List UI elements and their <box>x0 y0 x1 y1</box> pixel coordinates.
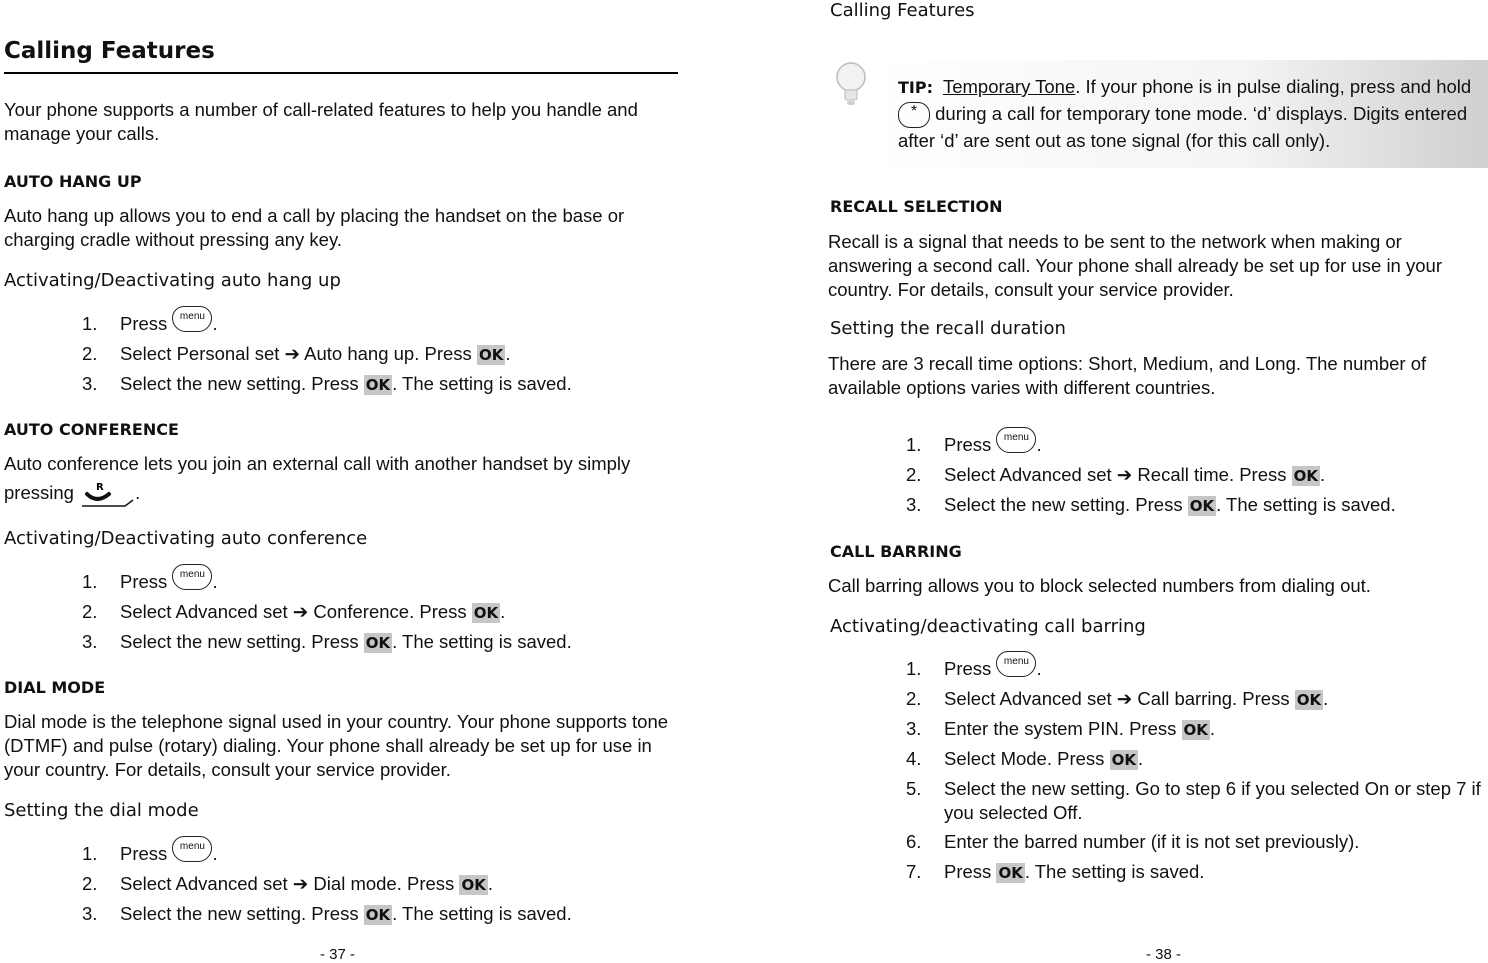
tip-text: TIP: Temporary Tone. If your phone is in pulse dialing, press and hold * during a call for temporary tone mode. ‘d’ displays. Digits entered after ‘d’ are sent out as tone signal (for this call only). <box>898 76 1472 152</box>
intro-text: Your phone supports a number of call-related features to help you handle and manage your calls. <box>4 99 638 144</box>
dial-mode-heading: DIAL MODE <box>4 678 106 697</box>
page-number: - 37 - <box>320 946 356 963</box>
menu-key-icon: menu <box>172 564 212 590</box>
auto-conference-body: Auto conference lets you join an external call with another handset by simply <box>4 453 631 474</box>
ok-key: OK <box>1189 497 1215 515</box>
lightbulb-icon <box>832 60 870 110</box>
auto-hang-up-subheading: Activating/Deactivating auto hang up <box>4 270 341 291</box>
auto-conference-heading: AUTO CONFERENCE <box>4 420 179 439</box>
ok-key: OK <box>478 346 504 364</box>
auto-conference-subheading: Activating/Deactivating auto conference <box>4 528 368 549</box>
auto-hang-up-heading: AUTO HANG UP <box>4 172 142 191</box>
ok-key: OK <box>365 376 391 394</box>
ok-key: OK <box>365 906 391 924</box>
recall-body-2: There are 3 recall time options: Short, Medium, and Long. The number of available options varies with different countries. <box>828 353 1427 398</box>
page-number: - 38 - <box>1146 946 1182 963</box>
menu-key-icon: menu <box>996 651 1036 677</box>
recall-subheading: Setting the recall duration <box>830 318 1066 339</box>
dial-mode-body: Dial mode is the telephone signal used in your country. Your phone supports tone (DTMF) and pulse (rotary) dialing. Your phone shall already be set up for use in your country. For details, consult your service provider. <box>4 711 669 780</box>
ok-key: OK <box>461 876 486 894</box>
ok-key: OK <box>365 634 391 652</box>
ok-key: OK <box>998 864 1023 882</box>
star-key-icon: * <box>898 102 930 128</box>
call-barring-heading: CALL BARRING <box>830 542 962 561</box>
auto-hang-up-body: Auto hang up allows you to end a call by placing the handset on the base or charging cradle without pressing any key. <box>4 205 625 250</box>
title-rule <box>4 72 678 74</box>
recall-body: Recall is a signal that needs to be sent to the network when making or answering a second call. Your phone shall already be set up for use in your country. For details, consult your service provider. <box>828 231 1442 300</box>
ok-key: OK <box>1296 691 1322 709</box>
ok-key: OK <box>1293 467 1319 485</box>
menu-key-icon: menu <box>172 836 212 862</box>
running-header: Calling Features <box>830 0 975 21</box>
menu-key-icon: menu <box>996 427 1036 453</box>
auto-conference-body-line2: pressing R . <box>4 480 140 508</box>
recall-heading: RECALL SELECTION <box>830 197 1003 216</box>
call-barring-subheading: Activating/deactivating call barring <box>830 616 1146 637</box>
dial-mode-subheading: Setting the dial mode <box>4 800 199 821</box>
call-barring-body: Call barring allows you to block selected numbers from dialing out. <box>828 575 1371 596</box>
page-title: Calling Features <box>4 38 215 64</box>
ok-key: OK <box>473 604 499 622</box>
svg-text:R: R <box>96 482 104 493</box>
ok-key: OK <box>1183 721 1208 739</box>
r-key-icon <box>79 480 135 508</box>
menu-key-icon: menu <box>172 306 212 332</box>
ok-key: OK <box>1111 751 1136 769</box>
